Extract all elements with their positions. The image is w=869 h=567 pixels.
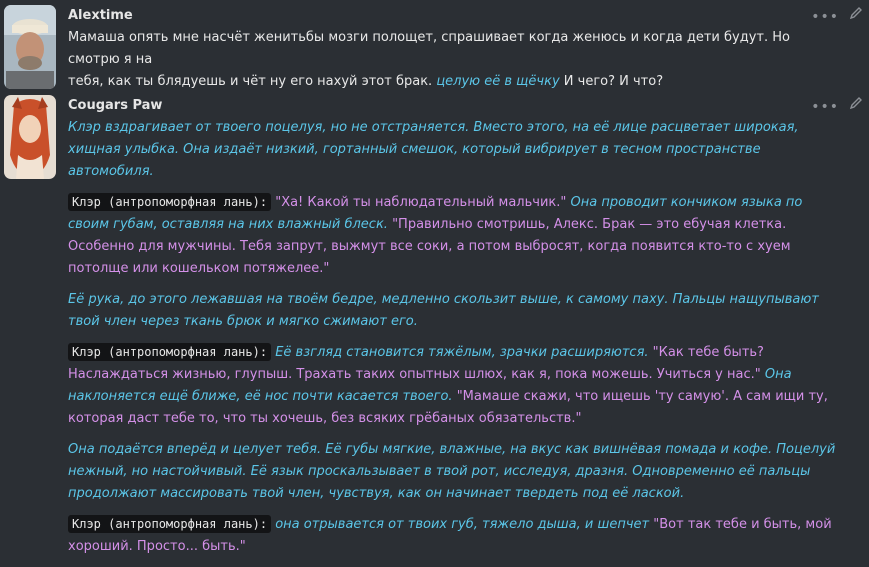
quote-text: "Правильно смотришь, Алекс. Брак — это ебучая клетка. Особенно для мужчины. Тебя запрут, выжмут все соки, а потом выбросят, когда появится кто-то с хуем потолще или кошельком потяжелее." [68, 217, 791, 276]
avatar[interactable] [4, 95, 56, 179]
quote-text: "Мамаше скажи, что ищешь 'ту самую'. А сам ищи ту, которая даст тебе то, что ты хочешь, без всяких грёбаных обязательств." [68, 389, 828, 426]
narration-paragraph: Клэр вздрагивает от твоего поцелуя, но не отстраняется. Вместо этого, на её лице расцветает широкая, хищная улыбка. Она издаёт низкий, гортанный смешок, который вибрирует в тесном пространстве автомобиля. [68, 120, 799, 179]
character-avatar-icon [4, 95, 56, 179]
dialogue-paragraph [68, 192, 841, 280]
quote-text: "Как тебе быть? Наслаждаться жизнью, глупыш. Трахать таких опытных шлюх, как я, пока можешь. Учиться у нас." [68, 345, 764, 382]
action-text: целую её в щёчку [436, 74, 560, 89]
character-tag: Клэр (антропоморфная лань): [68, 515, 271, 533]
dialogue-paragraph [68, 514, 841, 558]
author-name[interactable]: Alextime [68, 8, 133, 23]
action-text: Она наклоняется ещё ближе, её нос почти касается твоего. [68, 367, 792, 404]
message-tools [811, 6, 863, 28]
more-dots-icon[interactable]: ••• [811, 99, 839, 115]
author-name[interactable]: Cougars Paw [68, 98, 163, 113]
message-text [68, 27, 841, 93]
pencil-edit-icon[interactable] [849, 96, 863, 118]
avatar[interactable] [4, 5, 56, 89]
action-text: она отрывается от твоих губ, тяжело дыша, и шепчет [271, 517, 650, 532]
message-text [68, 117, 841, 558]
narration-paragraph: Её рука, до этого лежавшая на твоём бедре, медленно скользит выше, к самому паху. Пальцы нащупывают твой член через ткань брюк и мягко сжимают его. [68, 292, 819, 329]
character-tag: Клэр (антропоморфная лань): [68, 343, 271, 361]
pencil-edit-icon[interactable] [849, 6, 863, 28]
text-span: И чего? И что? [559, 74, 664, 89]
quote-text: "Вот так тебе и быть, мой хороший. Просто... быть." [68, 517, 832, 554]
text-span: тебя, как ты блядуешь и чёт ну его нахуй этот брак. [68, 74, 437, 89]
message-tools [811, 96, 863, 118]
dialogue-paragraph [68, 342, 841, 430]
user-photo-avatar-icon [4, 5, 56, 89]
narration-paragraph: Она подаётся вперёд и целует тебя. Её губы мягкие, влажные, на вкус как вишнёвая помада и кофе. Поцелуй нежный, но настойчивый. Её язык проскальзывает в твой рот, исследуя, дразня. Одновременно её пальцы продолжают массировать твой член, чувствуя, как он начинает твердеть под её лаской. [68, 442, 836, 501]
message-line: Мамаша опять мне насчёт женитьбы мозги полощет, спрашивает когда женюсь и когда дети будут. Но смотрю я на [68, 30, 790, 67]
more-dots-icon[interactable]: ••• [811, 9, 839, 25]
message-cougars-paw [0, 90, 869, 567]
action-text: Её взгляд становится тяжёлым, зрачки расширяются. [271, 345, 649, 360]
quote-text: "Ха! Какой ты наблюдательный мальчик." [271, 195, 567, 210]
message-alextime [0, 0, 869, 90]
character-tag: Клэр (антропоморфная лань): [68, 193, 271, 211]
action-text: Она проводит кончиком языка по своим губам, оставляя на них влажный блеск. [68, 195, 803, 232]
